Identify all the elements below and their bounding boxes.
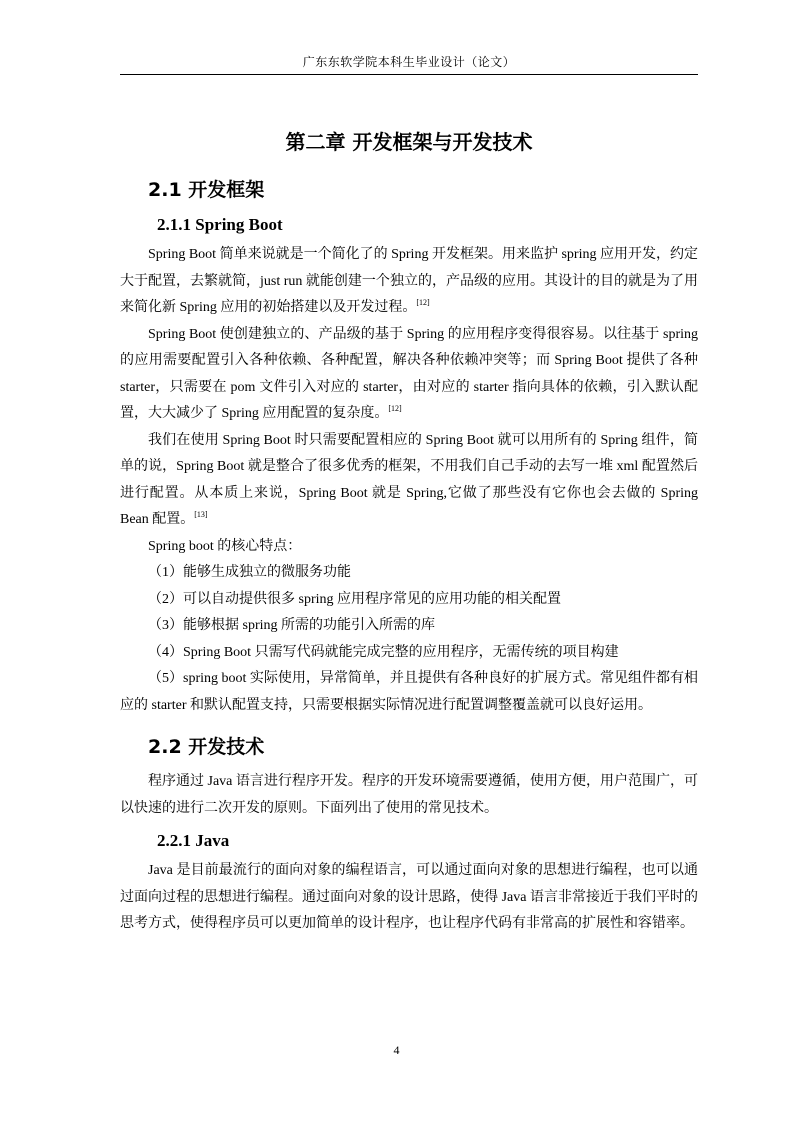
citation: [12] [388,404,402,413]
subsection-2-1-1-heading: 2.1.1 Spring Boot [157,215,283,234]
features-intro: Spring boot 的核心特点： [148,538,302,554]
feature-item-2: （2）可以自动提供很多 spring 应用程序常见的应用功能的相关配置 [148,591,561,607]
page-number: 4 [393,1043,400,1057]
paragraph-text: 我们在使用 Spring Boot 时只需要配置相应的 Spring Boot 就可以用所有的 Spring 组件，简单的说，Spring Boot 就是整合了很多优秀的框架，不用我们自己手动的去写一堆 xml 配置然后进行配置。从本质上来说，Spring Boot 就是 Spring,它做了那些没有它你也会去做的 Spring Bean 配置。 [120,432,698,527]
header-divider [120,74,698,75]
paragraph-springboot-starter [120,322,698,428]
feature-item-5: （5）spring boot 实际使用，异常简单，并且提供有各种良好的扩展方式。常见组件都有相应的 starter 和默认配置支持，只需要根据实际情况进行配置调整覆盖就可以良好运用。 [120,671,698,713]
section-2-2-heading: 2.2 开发技术 [148,736,265,758]
paragraph-dev-tech-intro: 程序通过 Java 语言进行程序开发。程序的开发环境需要遵循，使用方便，用户范围广，可以快速的进行二次开发的原则。下面列出了使用的常见技术。 [120,774,698,816]
feature-item-3: （3）能够根据 spring 所需的功能引入所需的库 [148,618,435,633]
chapter-title: 第二章 开发框架与开发技术 [285,130,533,154]
paragraph-text: Spring Boot 简单来说就是一个简化了的 Spring 开发框架。用来监护 spring 应用开发，约定大于配置，去繁就简，just run 就能创建一个独立的，产品级的应用。其设计的目的就是为了用来简化新 Spring 应用的初始搭建以及开发过程。 [120,247,698,315]
section-2-1-heading: 2.1 开发框架 [148,179,265,201]
paragraph-springboot-intro [120,242,698,322]
citation: [12] [416,298,430,307]
subsection-2-2-1-heading: 2.2.1 Java [157,831,230,850]
page-header-title: 广东东软学院本科生毕业设计（论文） [302,55,516,69]
page-content [120,128,698,938]
feature-item-1: （1）能够生成独立的微服务功能 [148,565,351,580]
feature-item-4: （4）Spring Boot 只需写代码就能完成完整的应用程序，无需传统的项目构建 [148,644,619,660]
paragraph-springboot-usage [120,428,698,534]
citation: [13] [194,510,208,519]
paragraph-text: Spring Boot 使创建独立的、产品级的基于 Spring 的应用程序变得很容易。以往基于 spring 的应用需要配置引入各种依赖、各种配置，解决各种依赖冲突等；而 Spring Boot 提供了各种 starter，只需要在 pom 文件引入对应的 starter，由对应的 starter 指向具体的依赖，引入默认配置，大大减少了 Spring 应用配置的复杂度。 [120,326,698,421]
paragraph-java-intro: Java 是目前最流行的面向对象的编程语言，可以通过面向对象的思想进行编程，也可以通过面向过程的思想进行编程。通过面向对象的设计思路，使得 Java 语言非常接近于我们平时的思考方式，使得程序员可以更加简单的设计程序，也让程序代码有非常高的扩展性和容错率。 [120,863,698,931]
